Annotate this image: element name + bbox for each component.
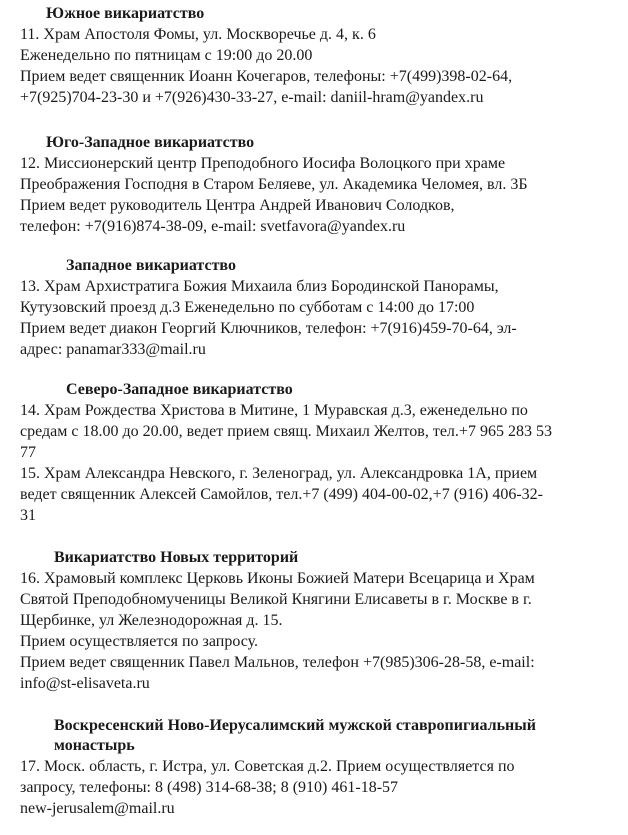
section-heading: Юго-Западное викариатство (46, 134, 255, 151)
text-line: 11. Храм Апостоля Фомы, ул. Москворечье д. 4, к. 6 (20, 26, 376, 43)
text-line: ведет священник Алексей Самойлов, тел.+7 (499) 404-00-02,+7 (916) 406-32- (20, 486, 543, 503)
section-south-vicariate (20, 4, 620, 108)
text-line: 14. Храм Рождества Христова в Митине, 1 Муравская д.3, еженедельно по (20, 402, 528, 419)
section-southwest-vicariate (20, 133, 620, 237)
text-line: Прием осуществляется по запросу. (20, 633, 259, 650)
text-line: 31 (20, 507, 36, 524)
section-heading: Воскресенский Ново-Иерусалимский мужской ставропигиальный (54, 717, 536, 734)
text-line: Еженедельно по пятницам с 19:00 до 20.00 (20, 47, 313, 64)
text-line: Святой Преподобномученицы Великой Княгини Елисаветы в г. Москве в г. (20, 591, 532, 608)
section-new-territories-vicariate (20, 548, 620, 694)
section-heading: Южное викариатство (46, 5, 205, 22)
text-line: 13. Храм Архистратига Божия Михаила близ Бородинской Панорамы, (20, 278, 499, 295)
text-line: средам с 18.00 до 20.00, ведет прием свящ. Михаил Желтов, тел.+7 965 283 53 (20, 423, 552, 440)
text-line: 77 (20, 444, 36, 461)
text-line: Преображения Господня в Старом Беляеве, ул. Академика Челомея, вл. 3Б (20, 176, 528, 193)
text-line: адрес: panamar333@mail.ru (20, 341, 206, 358)
text-line: Прием ведет священник Павел Мальнов, телефон +7(985)306-28-58, e-mail: (20, 654, 535, 671)
text-line: 17. Моск. область, г. Истра, ул. Советская д.2. Прием осуществляется по (20, 758, 515, 775)
text-line: +7(925)704-23-30 и +7(926)430-33-27, e-mail: daniil-hram@yandex.ru (20, 89, 484, 106)
section-heading: Викариатство Новых территорий (54, 549, 299, 566)
text-line: 12. Миссионерский центр Преподобного Иосифа Волоцкого при храме (20, 155, 506, 172)
section-northwest-vicariate (20, 380, 620, 526)
text-line: new-jerusalem@mail.ru (20, 800, 175, 817)
section-heading: Западное викариатство (66, 257, 236, 274)
section-heading: Северо-Западное викариатство (66, 381, 293, 398)
text-line: запросу, телефоны: 8 (498) 314-68-38; 8 (910) 461-18-57 (20, 779, 399, 796)
text-line: Щербинке, ул Железнодорожная д. 15. (20, 612, 283, 629)
text-line: 16. Храмовый комплекс Церковь Иконы Божией Матери Всецарица и Храм (20, 570, 535, 587)
section-west-vicariate (20, 256, 620, 360)
text-line: Прием ведет диакон Георгий Ключников, телефон: +7(916)459-70-64, эл- (20, 320, 517, 337)
section-heading-continued: монастырь (54, 737, 135, 754)
text-line: Прием ведет священник Иоанн Кочегаров, телефоны: +7(499)398-02-64, (20, 68, 513, 85)
section-new-jerusalem-monastery (20, 716, 620, 819)
text-line: Кутузовский проезд д.3 Еженедельно по субботам с 14:00 до 17:00 (20, 299, 475, 316)
text-line: Прием ведет руководитель Центра Андрей Иванович Солодков, (20, 197, 455, 214)
text-line: 15. Храм Александра Невского, г. Зеленоград, ул. Александровка 1А, прием (20, 465, 538, 482)
text-line: телефон: +7(916)874-38-09, e-mail: svetfavora@yandex.ru (20, 218, 406, 235)
text-line: info@st-elisaveta.ru (20, 675, 150, 692)
